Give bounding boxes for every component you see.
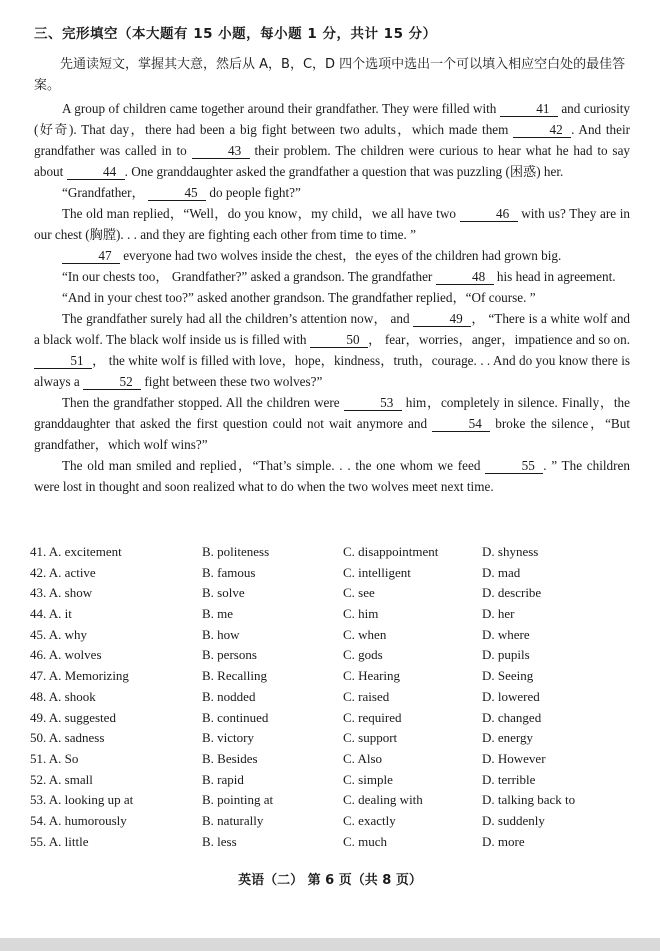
option-choice: C. see xyxy=(343,585,375,601)
cloze-passage xyxy=(34,98,630,497)
option-row xyxy=(30,544,640,565)
blank-43: 43 xyxy=(192,143,250,159)
option-choice: C. Also xyxy=(343,750,383,766)
option-choice: D. lowered xyxy=(482,688,540,704)
option-row xyxy=(30,689,640,710)
option-choice: B. Recalling xyxy=(202,668,267,684)
option-choice: C. when xyxy=(343,626,387,642)
passage-text: . ” The children were lost in thought and soon realized what to do when the two wolves meet next time. xyxy=(34,458,630,494)
option-choice: D. where xyxy=(482,626,530,642)
option-choice: D. describe xyxy=(482,585,542,601)
passage-text: “And in your chest too?” asked another grandson. The grandfather replied，“Of course. ” xyxy=(62,290,536,305)
option-choice: C. Hearing xyxy=(343,668,401,684)
option-choice: C. disappointment xyxy=(343,544,439,559)
blank-44: 44 xyxy=(67,164,125,180)
option-choice: B. famous xyxy=(202,564,256,580)
option-choice: D. energy xyxy=(482,730,534,746)
passage-text: with us? They are in our chest (胸膛). . . and they are fighting each other from time to time. ” xyxy=(34,206,630,242)
option-choice: 55. A. little xyxy=(30,833,89,849)
passage-paragraph xyxy=(34,392,630,455)
option-choice: D. her xyxy=(482,606,515,622)
option-choice: 53. A. looking up at xyxy=(30,792,134,808)
option-choice: C. gods xyxy=(343,647,383,663)
passage-paragraph xyxy=(34,287,630,308)
option-choice: 49. A. suggested xyxy=(30,709,116,725)
passage-text: everyone had two wolves inside the chest，the eyes of the children had grown big. xyxy=(120,248,562,263)
option-choice: 42. A. active xyxy=(30,564,96,580)
passage-text: Then the grandfather stopped. All the children were xyxy=(62,395,344,410)
blank-48: 48 xyxy=(436,269,494,285)
passage-paragraph xyxy=(34,203,630,245)
option-choice: D. suddenly xyxy=(482,812,545,828)
passage-text: their problem. The children were curious to hear what he had to say about xyxy=(34,143,631,179)
option-choice: D. pupils xyxy=(482,647,530,663)
blank-50: 50 xyxy=(310,332,368,348)
option-choice: 47. A. Memorizing xyxy=(30,668,129,684)
blank-42: 42 xyxy=(513,122,571,138)
option-row xyxy=(30,792,640,813)
option-choice: C. required xyxy=(343,709,402,725)
scan-edge-band xyxy=(0,938,660,951)
option-choice: D. talking back to xyxy=(482,792,576,808)
option-choice: D. shyness xyxy=(482,544,539,559)
passage-text: The old man replied，“Well，do you know，my child，we all have two xyxy=(62,206,460,221)
option-choice: D. changed xyxy=(482,709,542,725)
passage-text: “Grandfather， xyxy=(62,185,149,200)
option-choice: D. Seeing xyxy=(482,668,534,684)
passage-paragraph xyxy=(34,266,630,287)
option-choice: 46. A. wolves xyxy=(30,647,102,663)
option-choice: B. continued xyxy=(202,709,269,725)
passage-text: ， “There is a white wolf and a black wolf. The black wolf inside us is filled with xyxy=(34,311,631,347)
option-choice: B. pointing at xyxy=(202,792,274,808)
blank-41: 41 xyxy=(500,101,558,117)
passage-text: ， the white wolf is filled with love，hope，kindness，truth，courage. . . And do you know there is always a xyxy=(34,353,630,389)
blank-51: 51 xyxy=(34,353,92,369)
passage-text: . And their grandfather was called in to xyxy=(34,122,631,158)
passage-text: The old man smiled and replied，“That’s simple. . . the one whom we feed xyxy=(62,458,486,473)
option-choice: C. simple xyxy=(343,771,393,787)
passage-text: fight between these two wolves?” xyxy=(141,374,323,389)
option-row xyxy=(30,710,640,731)
blank-45: 45 xyxy=(148,185,206,201)
option-row xyxy=(30,627,640,648)
option-row xyxy=(30,585,640,606)
option-choice: D. more xyxy=(482,833,525,849)
blank-46: 46 xyxy=(460,206,518,222)
option-row xyxy=(30,772,640,793)
passage-text: ， fear，worries，anger，impatience and so on. xyxy=(367,332,630,347)
option-row xyxy=(30,730,640,751)
option-choice: B. persons xyxy=(202,647,257,663)
section-title: 三、完形填空（本大题有 15 小题，每小题 1 分，共计 15 分） xyxy=(34,26,437,42)
option-choice: C. intelligent xyxy=(343,564,411,580)
option-choice: 51. A. So xyxy=(30,750,79,766)
passage-text: him，completely in silence. Finally，the granddaughter that asked the first question could not wait anymore and xyxy=(34,395,630,431)
option-choice: B. less xyxy=(202,833,237,849)
option-choice: 54. A. humorously xyxy=(30,812,127,828)
passage-paragraph xyxy=(34,308,630,392)
passage-paragraph xyxy=(34,182,630,203)
passage-text: broke the silence，“But grandfather，which wolf wins?” xyxy=(34,416,630,452)
passage-text: A group of children came together around their grandfather. They were filled with xyxy=(62,101,500,116)
option-choice: B. rapid xyxy=(202,771,244,787)
option-choice: B. how xyxy=(202,626,240,642)
option-row xyxy=(30,668,640,689)
option-choice: 52. A. small xyxy=(30,771,93,787)
option-choice: C. him xyxy=(343,606,379,622)
option-choice: B. victory xyxy=(202,730,254,746)
option-choice: B. me xyxy=(202,606,234,622)
blank-53: 53 xyxy=(344,395,402,411)
passage-text: his head in agreement. xyxy=(493,269,616,284)
answer-options xyxy=(30,544,640,854)
blank-54: 54 xyxy=(432,416,490,432)
option-row xyxy=(30,813,640,834)
passage-text: do people fight?” xyxy=(206,185,301,200)
option-choice: D. However xyxy=(482,750,546,766)
passage-paragraph xyxy=(34,245,630,266)
option-choice: B. nodded xyxy=(202,688,256,704)
option-choice: 44. A. it xyxy=(30,606,72,622)
option-row xyxy=(30,834,640,855)
option-choice: C. raised xyxy=(343,688,390,704)
option-choice: 45. A. why xyxy=(30,626,88,642)
passage-text: . One granddaughter asked the grandfather a question that was puzzling (困惑) her. xyxy=(124,164,564,179)
option-row xyxy=(30,606,640,627)
instructions: 先通读短文，掌握其大意，然后从 A，B，C，D 四个选项中选出一个可以填入相应空白处的最佳答案。 xyxy=(34,57,626,93)
option-choice: C. support xyxy=(343,730,398,746)
option-choice: C. exactly xyxy=(343,812,396,828)
passage-paragraph xyxy=(34,98,630,182)
option-choice: B. politeness xyxy=(202,544,270,559)
blank-55: 55 xyxy=(485,458,543,474)
passage-paragraph xyxy=(34,455,630,497)
option-choice: B. Besides xyxy=(202,750,258,766)
blank-47: 47 xyxy=(62,248,120,264)
option-choice: D. mad xyxy=(482,564,521,580)
option-choice: B. solve xyxy=(202,585,245,601)
option-choice: 48. A. shook xyxy=(30,688,96,704)
option-choice: 41. A. excitement xyxy=(30,544,122,559)
option-row xyxy=(30,751,640,772)
option-choice: B. naturally xyxy=(202,812,264,828)
option-row xyxy=(30,647,640,668)
option-choice: 43. A. show xyxy=(30,585,93,601)
page-footer: 英语（二） 第 6 页（共 8 页） xyxy=(238,873,422,888)
option-row xyxy=(30,565,640,586)
option-choice: C. dealing with xyxy=(343,792,423,808)
passage-text: The grandfather surely had all the children’s attention now， and xyxy=(62,311,414,326)
option-choice: 50. A. sadness xyxy=(30,730,105,746)
option-choice: D. terrible xyxy=(482,771,536,787)
blank-49: 49 xyxy=(413,311,471,327)
option-choice: C. much xyxy=(343,833,388,849)
passage-text: and curiosity (好奇). That day，there had been a big fight between two adults，which made them xyxy=(34,101,630,137)
blank-52: 52 xyxy=(83,374,141,390)
passage-text: “In our chests too， Grandfather?” asked a grandson. The grandfather xyxy=(62,269,436,284)
